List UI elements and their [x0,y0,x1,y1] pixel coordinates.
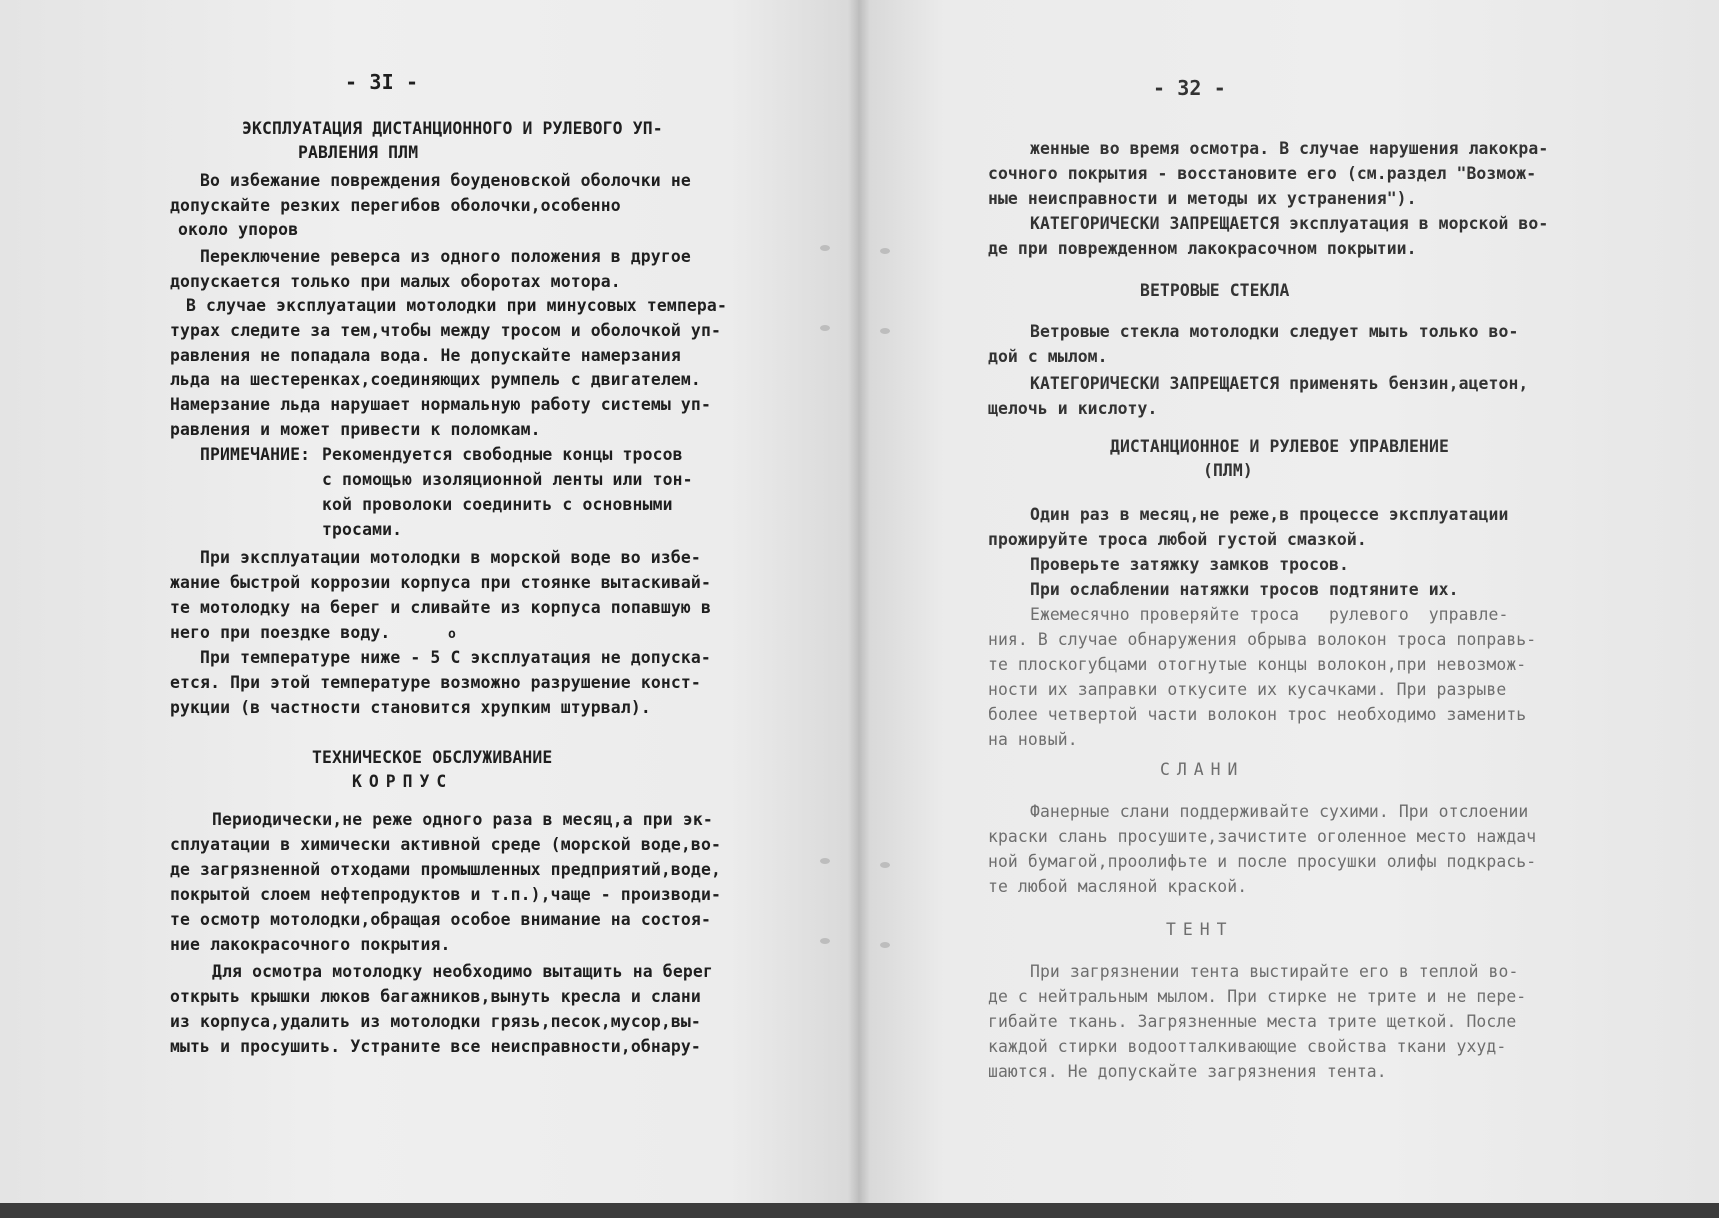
staple-hole [820,858,830,864]
paragraph-line: Ветровые стекла мотолодки следует мыть только во- [1030,322,1519,341]
paragraph-line: сочного покрытия - восстановите его (см.раздел "Возмож- [988,164,1537,183]
staple-hole [820,938,830,944]
paragraph-line: гибайте ткань. Загрязненные места трите щеткой. После [988,1012,1517,1031]
page-number: - 32 - [1153,76,1226,100]
section-heading: СЛАНИ [1160,760,1245,779]
paragraph-line: более четвертой части волокон трос необходимо заменить [988,705,1527,724]
note-label: ПРИМЕЧАНИЕ: [200,445,311,464]
paragraph-line: КАТЕГОРИЧЕСКИ ЗАПРЕЩАЕТСЯ эксплуатация в морской во- [1030,214,1549,233]
paragraph-line: В случае эксплуатации мотолодки при минусовых темпера- [186,296,727,315]
section-heading: ТЕХНИЧЕСКОЕ ОБСЛУЖИВАНИЕ [312,748,553,767]
paragraph-line: каждой стирки водоотталкивающие свойства ткани ухуд- [988,1037,1507,1056]
paragraph-line: допускается только при малых оборотах мотора. [170,272,621,291]
scan-bottom-edge [0,1203,1719,1218]
paragraph-line: щелочь и кислоту. [988,399,1158,418]
paragraph-line: мыть и просушить. Устраните все неисправности,обнару- [170,1037,701,1056]
paragraph-line: При ослаблении натяжки тросов подтяните их. [1030,580,1459,599]
paragraph-line: Проверьте затяжку замков тросов. [1030,555,1349,574]
note-line: с помощью изоляционной ленты или тон- [322,470,693,489]
paragraph-line: де при поврежденном лакокрасочном покрытии. [988,239,1417,258]
paragraph-line: При загрязнении тента выстирайте его в теплой во- [1030,962,1519,981]
paragraph-line: из корпуса,удалить из мотолодки грязь,песок,мусор,вы- [170,1012,701,1031]
paragraph-line: сплуатации в химически активной среде (морской воде,во- [170,835,721,854]
paragraph-line: ной бумагой,проолифьте и после просушки олифы подкрась- [988,852,1537,871]
paragraph-line: де с нейтральным мылом. При стирке не трите и не пере- [988,987,1527,1006]
section-heading: ЭКСПЛУАТАЦИЯ ДИСТАНЦИОННОГО И РУЛЕВОГО УП- [242,119,663,138]
paragraph-line: Один раз в месяц,не реже,в процессе эксплуатации [1030,505,1509,524]
paragraph-line: ния. В случае обнаружения обрыва волокон троса поправь- [988,630,1537,649]
paragraph-line: жание быстрой коррозии корпуса при стоянке вытаскивай- [170,573,711,592]
paragraph-line: допускайте резких перегибов оболочки,особенно [170,196,621,215]
paragraph-line: покрытой слоем нефтепродуктов и т.п.),чаще - производи- [170,885,721,904]
paragraph-line: те любой масляной краской. [988,877,1248,896]
staple-hole [880,942,890,948]
section-heading: ТЕНТ [1166,920,1234,939]
note-line: кой проволоки соединить с основными [322,495,673,514]
section-heading: ДИСТАНЦИОННОЕ И РУЛЕВОЕ УПРАВЛЕНИЕ [1110,437,1449,456]
paragraph-line: открыть крышки люков багажников,вынуть кресла и слани [170,987,701,1006]
staple-hole [820,325,830,331]
paragraph-line: женные во время осмотра. В случае нарушения лакокра- [1030,139,1549,158]
paragraph-line: льда на шестеренках,соединяющих румпель с двигателем. [170,370,701,389]
paragraph-line: дой с мылом. [988,347,1108,366]
staple-hole [880,248,890,254]
paragraph-line: равления и может привести к поломкам. [170,420,541,439]
paragraph-line: де загрязненной отходами промышленных предприятий,воде, [170,860,721,879]
section-heading: РАВЛЕНИЯ ПЛМ [298,143,419,162]
paragraph-line: ные неисправности и методы их устранения"). [988,189,1417,208]
section-heading: ВЕТРОВЫЕ СТЕКЛА [1140,281,1290,300]
paragraph-line: Ежемесячно проверяйте троса рулевого управле- [1030,605,1509,624]
staple-hole [820,245,830,251]
paragraph-line: Во избежание повреждения боуденовской оболочки не [200,171,691,190]
note-line: Рекомендуется свободные концы тросов [322,445,683,464]
paragraph-line: Переключение реверса из одного положения в другое [200,247,691,266]
paragraph-line: ется. При этой температуре возможно разрушение конст- [170,673,701,692]
paragraph-line: КАТЕГОРИЧЕСКИ ЗАПРЕЩАЕТСЯ применять бензин,ацетон, [1030,374,1529,393]
note-line: тросами. [322,520,403,539]
left-page [0,0,858,1218]
paragraph-line: те осмотр мотолодки,обращая особое внимание на состоя- [170,910,711,929]
paragraph-line: При температуре ниже - 5 С эксплуатация не допуска- [200,648,711,667]
paragraph-line: него при поездке воду. [170,623,391,642]
paragraph-line: При эксплуатации мотолодки в морской воде во избе- [200,548,701,567]
paragraph-line: ности их заправки откусите их кусачками. При разрыве [988,680,1507,699]
paragraph-line: шаются. Не допускайте загрязнения тента. [988,1062,1387,1081]
paragraph-line: Периодически,не реже одного раза в месяц,а при эк- [212,810,713,829]
paragraph-line: прожируйте троса любой густой смазкой. [988,530,1367,549]
paragraph-line: ние лакокрасочного покрытия. [170,935,451,954]
section-heading: (ПЛМ) [1203,461,1253,480]
right-page [858,0,1719,1218]
staple-hole [880,328,890,334]
paragraph-line: Фанерные слани поддерживайте сухими. При отслоении [1030,802,1529,821]
degree-mark: o [448,627,456,642]
paragraph-line: равления не попадала вода. Не допускайте намерзания [170,346,681,365]
book-gutter [848,0,870,1218]
paragraph-line: рукции (в частности становится хрупким штурвал). [170,698,651,717]
paragraph-line: Для осмотра мотолодку необходимо вытащить на берег [212,962,713,981]
paragraph-line: турах следите за тем,чтобы между тросом и оболочкой уп- [170,321,721,340]
paragraph-line: Намерзание льда нарушает нормальную работу системы уп- [170,395,711,414]
paragraph-line: те мотолодку на берег и сливайте из корпуса попавшую в [170,598,711,617]
page-number: - 3I - [345,70,419,94]
paragraph-line: краски слань просушите,зачистите оголенное место наждач [988,827,1537,846]
paragraph-line: на новый. [988,730,1078,749]
sub-heading: КОРПУС [352,772,454,791]
paragraph-line: те плоскогубцами отогнутые концы волокон,при невозмож- [988,655,1527,674]
paragraph-line: около упоров [178,220,299,239]
staple-hole [880,862,890,868]
